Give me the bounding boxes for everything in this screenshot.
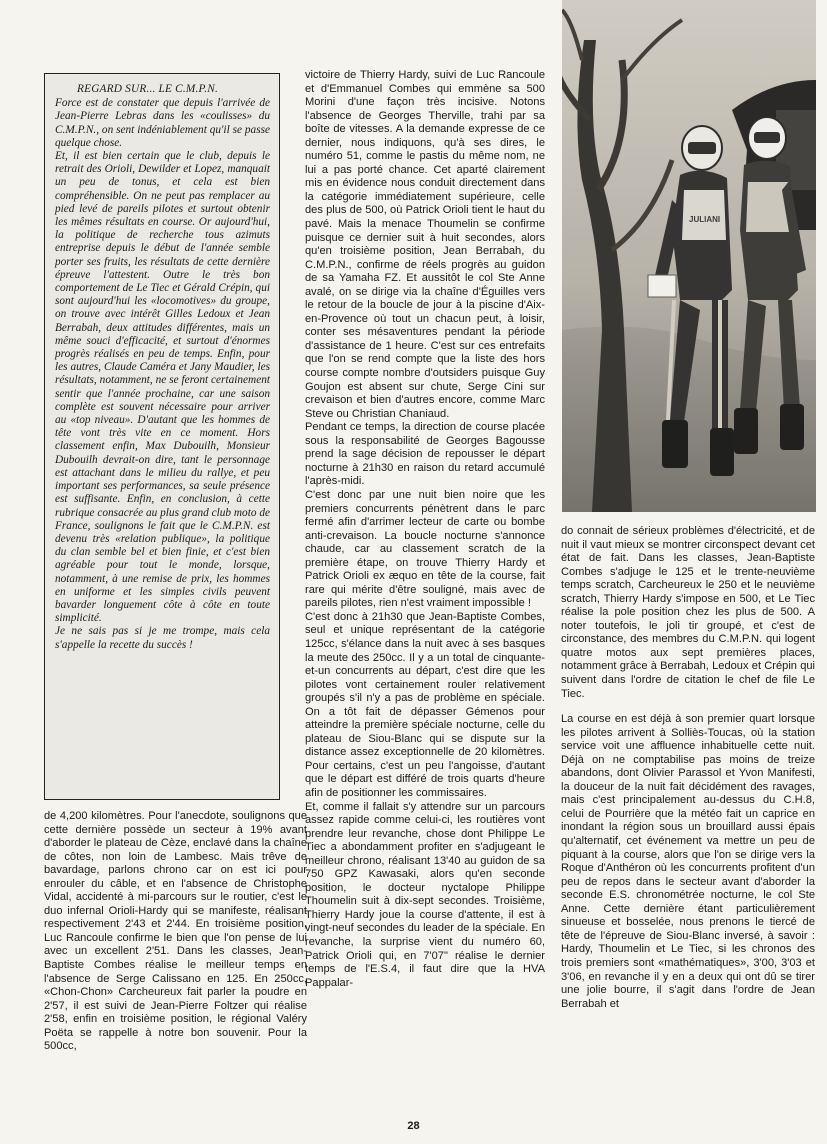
article-paragraph: Et, comme il fallait s'y attendre sur un parcours assez rapide comme celui-ci, les routières vont prendre leur revanche, chose dont Philippe Le Tiec a abondamment profiter en s'adjugeant le meilleur chrono, réalisant 13'40 au guidon de sa 750 GPZ Kawasaki, alors qu'en seconde position, le docteur nyctalope Philippe Thoumelin suit à dix-sept secondes. Troisième, Thierry Hardy joue la course d'attente, il est à vingt-neuf secondes du leader de la spéciale. En revanche, la surprise vient du numéro 60, Patrick Orioli qui, en 7'07" réalise le dernier temps de l'E.S.4, il faut dire que la HVA Pappalar- xyxy=(305,800,545,989)
article-paragraph: do connait de sérieux problèmes d'électricité, et de nuit il vaut mieux se montrer circonspect devant cet état de fait. Dans les classes, Jean-Baptiste Combes s'adjuge le 125 et le trente-neuvième temps scratch, Carcheureux le 250 et le neuvième scratch, Thierry Hardy s'impose en 500, et Le Tiec réalise la pole position chez les plus de 500. A noter toutefois, le joli tir groupé, et c'est de circonstance, des membres du C.M.P.N. qui logent quatre motos aux sept premières places, notamment grâce à Berrabah, Ledoux et Crépin qui suivent dans l'ordre de citation le chef de file Le Tiec. xyxy=(561,525,815,700)
article-paragraph: de 4,200 kilomètres. Pour l'anecdote, soulignons que cette dernière possède un secteur à 19% avant d'aborder le plateau de Cèze, enclavé dans la chaîne de côtes, non loin de Lambesc. Mais trêve de bavardage, parlons chrono car on est ici pour enrouler du câble, et en l'absence de Christophe Vidal, accidenté à mi-parcours sur le routier, c'est le duo infernal Orioli-Hardy qui se manifeste, réalisant respectivement 2'43 et 2'44. En troisième position, Luc Rancoule confirme le bien que l'on pense de lui avec un excellent 2'51. Dans les classes, Jean-Baptiste Combes réalise le meilleur temps en l'absence de Serge Calissano en 125. En 250cc, «Chon-Chon» Carcheureux fait parler la poudre en 2'57, il est suivi de Jean-Pierre Foltzer qui réalise 2'58, enfin en troisième position, le régional Valéry Poëta se rappelle à notre bon souvenir. Pour la 500cc, xyxy=(44,810,307,1053)
article-column-1 xyxy=(44,810,307,1054)
sidebar-paragraph: Force est de constater que depuis l'arrivée de Jean-Pierre Lebras dans les «coulisses» du C.M.P.N., on sent indéniablement qu'il se passe quelque chose. xyxy=(55,97,270,149)
article-paragraph: Pendant ce temps, la direction de course placée sous la responsabilité de Georges Bagousse prend la sage décision de repousser le départ nocturne à 21h30 en raison du retard accumulé l'après-midi. xyxy=(305,421,545,488)
sidebar-title: REGARD SUR... LE C.M.P.N. xyxy=(77,83,218,95)
jersey-lettering: JULIANI xyxy=(689,215,721,224)
editorial-sidebar xyxy=(44,73,280,800)
article-column-3 xyxy=(561,525,815,1011)
article-paragraph: C'est donc à 21h30 que Jean-Baptiste Combes, seul et unique représentant de la catégorie 125cc, s'élance dans la nuit avec à ses basques la meute des 250cc. Il y a un total de cinquante-et-un concurrents au départ, c'est dire que les pilotes vont certainement rouler relativement groupés s'il n'y a pas de problème en spéciale. On a tôt fait de dépasser Gémenos pour atteindre la première spéciale nocturne, celle du plateau de Siou-Blanc qui se dispute sur la distance assez exceptionnelle de 20 kilomètres. Pour certains, c'est un peu l'angoisse, d'autant que le départ est différé de trois quarts d'heure afin de positionner les commissaires. xyxy=(305,610,545,799)
article-paragraph: C'est donc par une nuit bien noire que les premiers concurrents pénètrent dans le parc fermé afin d'arrimer lecteur de carte ou bombe anti-crevaison. La boucle nocturne s'annonce chaude, car au classement scratch de la première étape, on trouve Thierry Hardy et Patrick Orioli ex æquo en tête de la course, fait rare qui mérite d'être souligné, mais avec de pareils pilotes, rien n'est vraiment impossible ! xyxy=(305,488,545,610)
sidebar-paragraph: Et, il est bien certain que le club, depuis le retrait des Orioli, Dewilder et Lopez, manquait un peu de tonus, et cela est bien compréhensible. On ne peut pas remplacer au pied levé de pareils pilotes et surtout obtenir les mêmes résultats en course. Or aujourd'hui, la politique de recherche tous azimuts entreprise depuis le début de l'année semble porter ses fruits, les résultats de cette dernière épreuve l'attestent. Outre le très bon comportement de Le Tiec et Gérald Crépin, qui sont aujourd'hui les «locomotives» du groupe, on trouve avec intérêt Gilles Ledoux et Jean Berrabah, deux attitudes différentes, mais un même souci d'efficacité, et surtout d'énormes progrès réalisés en peu de temps. Enfin, pour les autres, Claude Caméra et Jany Maudier, les résultats, notamment, ne se feront certainement sentir que l'année prochaine, car une saison complète est souvent nécessaire pour arriver au «top niveau». D'autant que les hommes de tête vont très vite en ce moment. Hors classement enfin, Max Dubouilh, Monsieur Dubouilh devrait-on dire, tant le personnage est attachant dans le milieu du rallye, et peu important ses performances, sa seule présence est suffisante. Enfin, en conclusion, à cette rubrique consacrée au plus grand club moto de France, soulignons le fait que le C.M.P.N. est devenu très «relation publique», la politique du clan semble bel et bien finie, et c'est bien agréable pour tout le monde, lorsque, notamment, à une remise de prix, les hommes en uniforme et les simples civils peuvent bavarder longuement côte à côte en toute simplicité. xyxy=(55,150,270,625)
riders-photo xyxy=(562,0,816,512)
article-column-2 xyxy=(305,69,545,990)
page-number: 28 xyxy=(407,1120,420,1132)
article-paragraph: La course en est déjà à son premier quart lorsque les pilotes arrivent à Solliès-Toucas, où la station service voit une affluence inhabituelle cette nuit. Déjà on ne comptabilise pas moins de treize abandons, dont Olivier Parassol et Yvon Manifesti, la douceur de la nuit fait décidément des ravages, mais c'est principalement au-dessus du C.H.8, celui de Pourrière que la météo fait un caprice en inondant la région sous un brouillard aussi épais qu'alternatif, cet événement va mettre un peu de piquant à la course, alors que l'on se dirige vers la Roque d'Anthéron où les concurrents profitent d'un peu de repos dans le secteur avant d'aborder la seconde E.S. chronométrée nocturne, le col Ste Anne. Cette dernière étant particulièrement sinueuse et bosselée, nous prenons le tiercé de tête de l'épreuve de Siou-Blanc inversé, à savoir : Hardy, Thoumelin et Le Tiec, si les chronos des trois premiers sont «mathématiques», 3'00, 3'03 et 3'06, en revanche il y en a deux qui ont dû se tirer une jolie bourre, il s'agit dans l'ordre de Jean Berrabah et xyxy=(561,713,815,1010)
article-paragraph: victoire de Thierry Hardy, suivi de Luc Rancoule et d'Emmanuel Combes qui emmène sa 500 Morini d'une façon très incisive. Notons l'absence de Georges Therville, trahi par sa boîte de vitesses. A la demande expresse de ce dernier, nous indiquons, qu'à ses dires, le numéro 51, comme le pastis du même nom, ne lui a pas porté chance. Cet aparté clairement mis en évidence nous conduit directement dans la catégorie immédiatement supérieure, celle des plus de 500, où Patrick Orioli tient le haut du pavé. Mais la menace Thoumelin se confirme puisque ce dernier suit à huit secondes, alors qu'en troisième position, Jean Berrabah, du C.M.P.N., confirme de réels progrès au guidon de sa Yamaha FZ. Et aussitôt le col Ste Anne avalé, on se dirige via la chaîne d'Éguilles vers le retour de la boucle de jour à la piscine d'Aix-en-Provence où tout un chacun peut, à loisir, conter ses mésaventures pendant la période d'assistance de 1 heure. C'est sur ces entrefaits que l'on se rend compte que la liste des hors course compte nombre d'outsiders puisque Guy Goujon est absent sur chute, Serge Cini sur crevaison et bien d'autres encore, comme Marc Steve ou Christian Chaniaud. xyxy=(305,69,545,420)
sidebar-paragraph: Je ne sais pas si je me trompe, mais cela s'appelle la recette du succès ! xyxy=(55,625,270,651)
